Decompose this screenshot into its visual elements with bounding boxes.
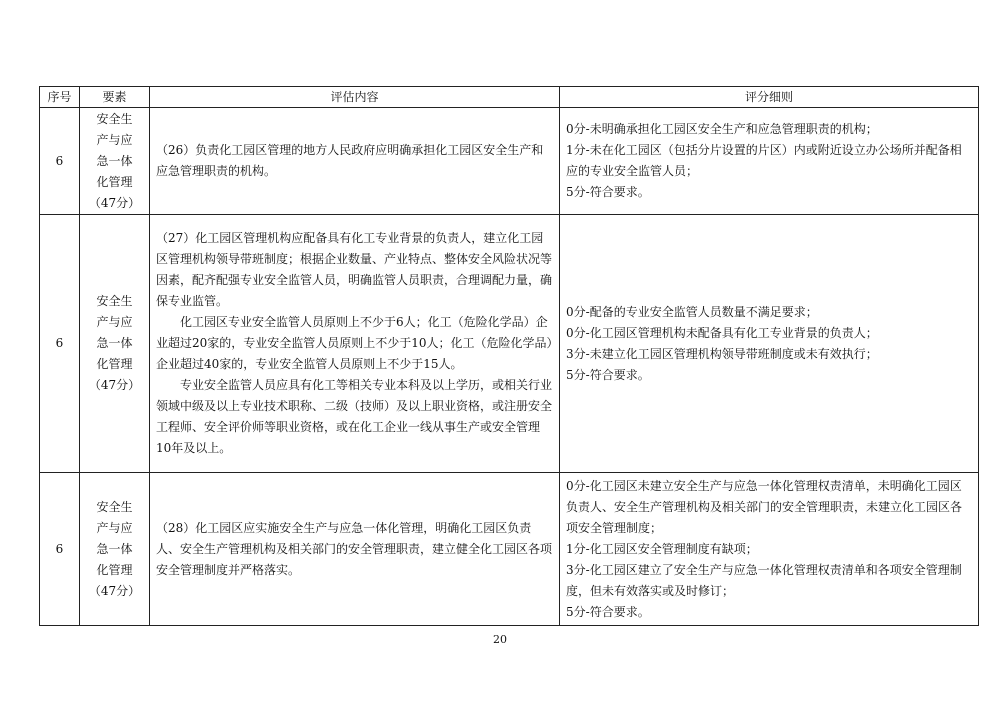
criteria-cell: [560, 108, 979, 215]
criteria-item: 0分-配备的专业安全监管人员数量不满足要求；: [566, 304, 818, 319]
content-cell: [150, 473, 560, 626]
element-cell: [80, 215, 150, 473]
element-line: （47分）: [88, 195, 141, 210]
header-element: 要素: [80, 87, 150, 108]
seq-cell: 6: [40, 215, 80, 473]
content-cell: [150, 108, 560, 215]
table-row: [40, 473, 979, 626]
element-line: 安全生: [96, 499, 133, 514]
criteria-item: 1分-未在化工园区（包括分片设置的片区）内或附近设立办公场所并配备相应的专业安全监管人员；: [566, 143, 962, 178]
content-paragraph: 专业安全监管人员应具有化工等相关专业本科及以上学历，或相关行业领域中级及以上专业技术职称、二级（技师）及以上职业资格，或注册安全工程师、安全评价师等职业资格，或在化工企业一线从事生产或安全管理10年及以上。: [156, 378, 553, 455]
element-line: 化管理: [96, 174, 133, 189]
criteria-item: 0分-化工园区管理机构未配备具有化工专业背景的负责人；: [566, 325, 878, 340]
criteria-item: 5分-符合要求。: [566, 185, 650, 199]
content-paragraph: （28）化工园区应实施安全生产与应急一体化管理，明确化工园区负责人、安全生产管理机构及相关部门的安全管理职责，建立健全化工园区各项安全管理制度并严格落实。: [156, 520, 553, 577]
element-line: （47分）: [88, 378, 141, 392]
element-cell: [80, 108, 150, 215]
element-line: （47分）: [88, 583, 141, 598]
page-number: 20: [493, 633, 507, 646]
element-line: 急一体: [96, 153, 133, 168]
element-line: 急一体: [96, 541, 133, 556]
header-seq: 序号: [40, 87, 80, 108]
content-cell: [150, 215, 560, 473]
content-paragraph: （27）化工园区管理机构应配备具有化工专业背景的负责人，建立化工园区管理机构领导带班制度；根据企业数量、产业特点、整体安全风险状况等因素，配齐配强专业安全监管人员，明确监管人员职责，合理调配力量，确保专业监管。: [156, 231, 553, 308]
table-header-row: [40, 87, 979, 108]
criteria-item: 1分-化工园区安全管理制度有缺项；: [566, 541, 758, 556]
seq-cell: 6: [40, 473, 80, 626]
element-line: 化管理: [96, 357, 133, 371]
table-row: [40, 108, 979, 215]
element-cell: [80, 473, 150, 626]
criteria-item: 0分-化工园区未建立安全生产与应急一体化管理权责清单，未明确化工园区负责人、安全生产管理机构及相关部门的安全管理职责，未建立化工园区各项安全管理制度；: [566, 478, 963, 535]
criteria-item: 3分-化工园区建立了安全生产与应急一体化管理权责清单和各项安全管理制度，但未有效落实或及时修订；: [566, 562, 962, 598]
evaluation-table: [39, 86, 979, 626]
criteria-cell: [560, 473, 979, 626]
element-line: 化管理: [96, 562, 133, 577]
header-content: 评估内容: [150, 87, 560, 108]
element-line: 安全生: [96, 294, 133, 308]
content-paragraph: 化工园区专业安全监管人员原则上不少于6人；化工（危险化学品）企业超过20家的，专业安全监管人员原则上不少于10人；化工（危险化学品）企业超过40家的，专业安全监管人员原则上不少于15人。: [156, 315, 553, 371]
element-line: 产与应: [96, 132, 133, 147]
criteria-cell: [560, 215, 979, 473]
element-line: 急一体: [96, 336, 133, 350]
criteria-item: 5分-符合要求。: [566, 604, 650, 619]
element-line: 产与应: [96, 315, 133, 329]
table-row: [40, 215, 979, 473]
element-line: 产与应: [96, 520, 133, 535]
header-criteria: 评分细则: [560, 87, 979, 108]
seq-cell: 6: [40, 108, 80, 215]
criteria-item: 3分-未建立化工园区管理机构领导带班制度或未有效执行；: [566, 346, 878, 361]
criteria-item: 5分-符合要求。: [566, 367, 650, 382]
element-line: 安全生: [96, 111, 133, 126]
content-paragraph: （26）负责化工园区管理的地方人民政府应明确承担化工园区安全生产和应急管理职责的机构。: [156, 143, 544, 178]
criteria-item: 0分-未明确承担化工园区安全生产和应急管理职责的机构；: [566, 122, 878, 136]
